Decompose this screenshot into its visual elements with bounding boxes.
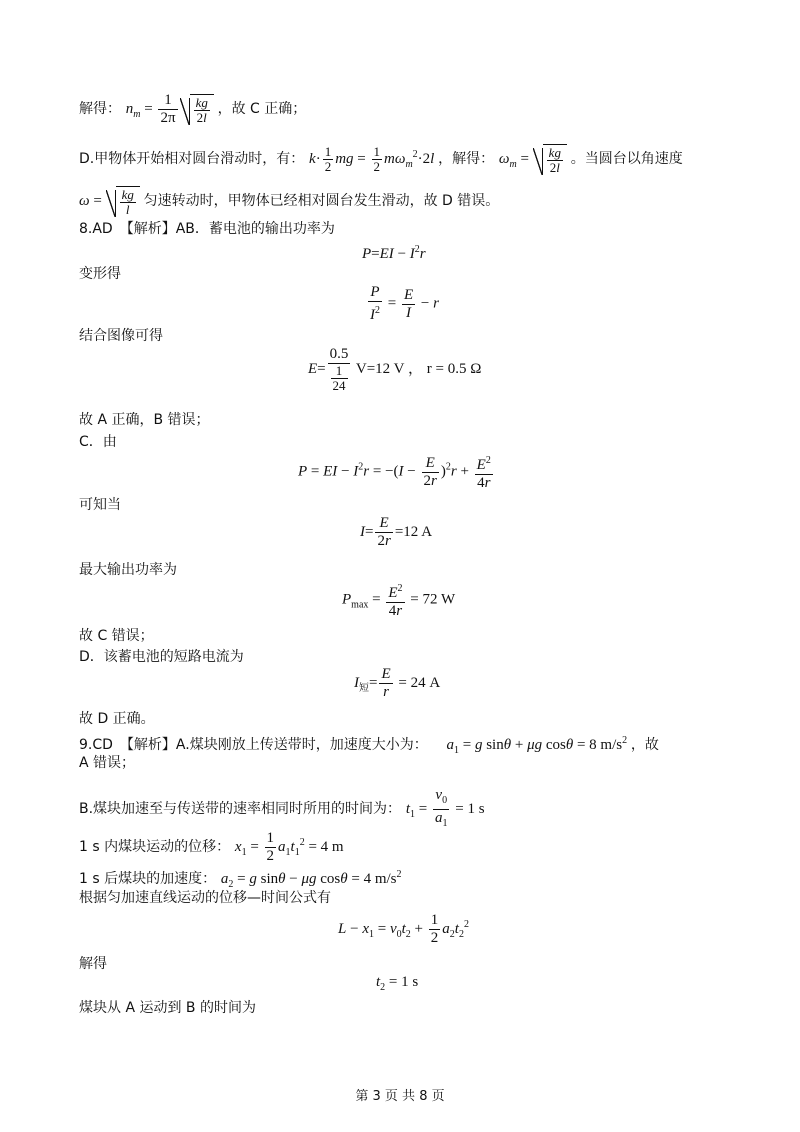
text-transform: 变形得 <box>79 266 121 282</box>
equation-a1: $a_1 = g$ sinθ + μg cosθ = 8 $m/s^2$ <box>446 735 628 756</box>
text-formula-intro: 根据匀加速直线运动的位移—时间公式有 <box>79 890 331 906</box>
equation-power: $P=EI - I^2r$ <box>362 244 426 262</box>
text-d-conclusion: 故 D 正确。 <box>79 711 155 727</box>
text-c-conclusion: 故 C 错误； <box>79 628 154 644</box>
equation-t2: $t_2 = 1$ s <box>376 974 419 993</box>
text-d-heading: D．该蓄电池的短路电流为 <box>79 649 244 665</box>
text-time-ab: 煤块从 A 运动到 B 的时间为 <box>79 1000 256 1016</box>
line-nm-result: 解得： $n_m$ = $\frac{1}{2\pi}$ $\frac{kg}{2l}$ ，故 C 正确； <box>79 92 307 126</box>
text-solve: 解得 <box>79 956 107 972</box>
text-a-wrong: A 错误； <box>79 755 136 771</box>
text-a-conclusion: 故 A 正确，B 错误； <box>79 412 210 428</box>
q8-heading: 8.AD 【解析】AB．蓄电池的输出功率为 <box>79 221 335 237</box>
text-combine: 结合图像可得 <box>79 328 163 344</box>
line-displacement: 1 s 内煤块运动的位移： $x_1$ = $\frac{1}{2}$ $a_1t_1^2 = 4$ m <box>79 830 344 864</box>
equation-omega-m: $\omega_m$ = $\frac{kg}{2l}$ <box>499 151 571 167</box>
equation-nm: $n_m$ = $\frac{1}{2\pi}$ $\frac{kg}{2l}$ <box>126 101 218 117</box>
text-max-power: 最大输出功率为 <box>79 562 177 578</box>
page-footer: 第 3 页 共 8 页 <box>355 1089 445 1104</box>
equation-a2: $a_2 = g$ sinθ − μg cosθ = 4 $m/s^2$ <box>220 869 402 890</box>
line-d-conclusion: ω = $\frac{kg}{l}$ 匀速转动时，甲物体已经相对圆台发生滑动，故 D 错误。 <box>79 187 500 217</box>
equation-pmax: $P_{max}$ = $\frac{E^2}{4r}$ = 72 W <box>342 580 455 620</box>
equation-friction: k· $\frac{1}{2}$ mg = $\frac{1}{2}$ $m\omega_m^2\cdot 2l$ <box>309 144 435 174</box>
equation-current: I= $\frac{E}{2r}$ =12 A <box>360 515 433 549</box>
equation-omega: ω = $\frac{kg}{l}$ <box>79 193 144 209</box>
equation-e-r: E= $\frac{0.5}{\frac{1}{24}}$ V=12 V ， r = 0.5 Ω <box>308 346 482 393</box>
q9-heading-line: 9.CD 【解析】A.煤块刚放上传送带时，加速度大小为： $a_1 = g$ sinθ + μg cosθ = 8 $m/s^2$ ，故 <box>79 735 659 756</box>
equation-x1: $x_1$ = $\frac{1}{2}$ $a_1t_1^2 = 4$ m <box>234 830 344 864</box>
equation-p-over-i2: $\frac{P}{I^2}$ = $\frac{E}{I}$ − r <box>370 284 439 323</box>
text-know: 可知当 <box>79 497 121 513</box>
line-d-analysis: D.甲物体开始相对圆台滑动时，有： k· $\frac{1}{2}$ mg = $\frac{1}{2}$ $m\omega_m^2\cdot 2l$ ，解得： $\omega_m$ = $\frac{kg}{2l}$ 。当圆台以角速度 <box>79 144 683 175</box>
text-c-heading: C．由 <box>79 434 117 450</box>
line-b-time: B.煤块加速至与传送带的速率相同时所用的时间为： $t_1$ = $\frac{v_0}{a_1}$ = 1 s <box>79 787 485 829</box>
line-acceleration-2: 1 s 后煤块的加速度： $a_2 = g$ sinθ − μg cosθ = 4 $m/s^2$ <box>79 869 402 890</box>
equation-displacement-time: $L - x_1 = v_0t_2$ + $\frac{1}{2}$ $a_2t_2^2$ <box>338 912 469 946</box>
equation-t1: $t_1$ = $\frac{v_0}{a_1}$ = 1 s <box>405 787 485 829</box>
equation-power-complete-square: P = EI − $I^2r = -(I$ − $\frac{E}{2r}$ )$^2$r + $\frac{E^2}{4r}$ <box>298 452 495 492</box>
equation-short-circuit: $I_短=$ $\frac{E}{r}$ = 24 A <box>354 666 441 700</box>
